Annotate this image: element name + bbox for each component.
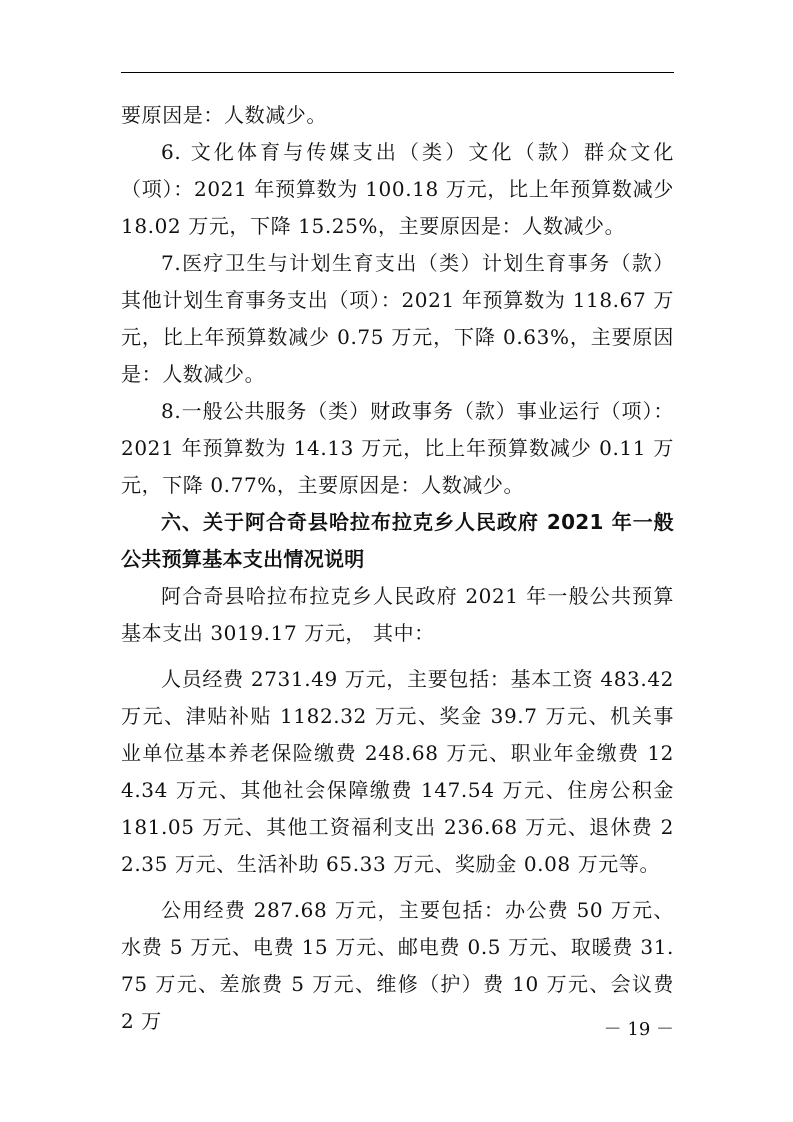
- paragraph-item-7: 7.医疗卫生与计划生育支出（类）计划生育事务（款）其他计划生育事务支出（项）：2021 年预算数为 118.67 万元，比上年预算数减少 0.75 万元，下降 0.63%，主要原因是：人数减少。: [121, 251, 674, 386]
- paragraph-continuation: 要原因是：人数减少。: [121, 103, 327, 127]
- paragraph-item-6: 6. 文化体育与传媒支出（类）文化（款）群众文化（项）：2021 年预算数为 100.18 万元，比上年预算数减少 18.02 万元，下降 15.25%，主要原因是：人数减少。: [121, 140, 674, 238]
- page-number: － 19 －: [603, 1019, 674, 1040]
- section-heading: 六、关于阿合奇县哈拉布拉克乡人民政府 2021 年一般公共预算基本支出情况说明: [121, 510, 674, 571]
- paragraph-public-funds: 公用经费 287.68 万元，主要包括：办公费 50 万元、水费 5 万元、电费 15 万元、邮电费 0.5 万元、取暖费 31.75 万元、差旅费 5 万元、维修（护）费 10 万元、会议费 2 万: [121, 898, 674, 1033]
- document-body: [121, 97, 674, 1040]
- header-rule: [121, 72, 674, 73]
- paragraph-personnel: 人员经费 2731.49 万元，主要包括：基本工资 483.42 万元、津贴补贴 1182.32 万元、奖金 39.7 万元、机关事业单位基本养老保险缴费 248.68 万元、职业年金缴费 124.34 万元、其他社会保障缴费 147.54 万元、住房公积金 181.05 万元、其他工资福利支出 236.68 万元、退休费 22.35 万元、生活补助 65.33 万元、奖励金 0.08 万元等。: [121, 667, 674, 876]
- paragraph-summary: 阿合奇县哈拉布拉克乡人民政府 2021 年一般公共预算基本支出 3019.17 万元， 其中：: [121, 584, 674, 645]
- paragraph-item-8: 8.一般公共服务（类）财政事务（款）事业运行（项）：2021 年预算数为 14.13 万元，比上年预算数减少 0.11 万元，下降 0.77%，主要原因是：人数减少。: [121, 399, 674, 497]
